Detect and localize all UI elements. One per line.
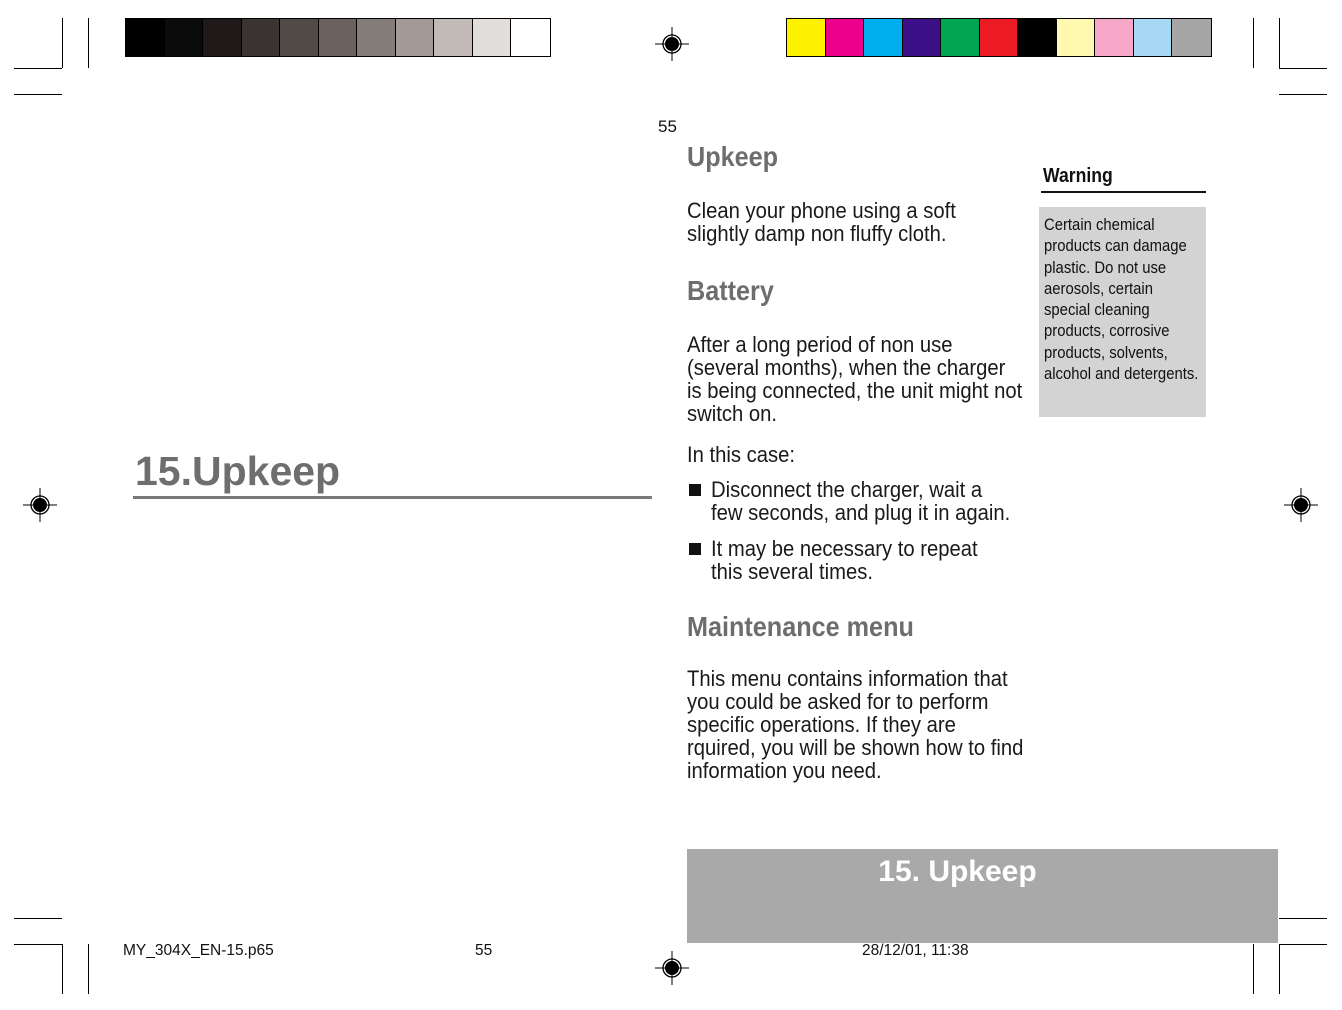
main-column (687, 0, 1032, 820)
slug-page-number: 55 (475, 942, 493, 959)
maintenance-text: This menu contains information that you could be asked for to perform specific operations. If they are rquired, you will be shown how to find information you need. (687, 666, 1024, 783)
color-swatch (1095, 19, 1134, 56)
color-swatch (434, 19, 473, 56)
section-heading-battery: Battery (687, 275, 774, 306)
list-item-text: Disconnect the charger, wait a few seconds, and plug it in again. (711, 477, 1011, 525)
warning-underline (1041, 191, 1206, 193)
crop-mark (1279, 944, 1280, 994)
bullet-square-icon (689, 484, 701, 496)
color-swatch (280, 19, 319, 56)
section-heading-upkeep: Upkeep (687, 141, 779, 172)
color-swatch (511, 19, 550, 56)
chapter-title-underline (133, 496, 652, 499)
color-swatch (1057, 19, 1096, 56)
color-swatch (396, 19, 435, 56)
crop-mark (1253, 944, 1254, 994)
registration-mark-icon (655, 951, 689, 985)
color-swatch (473, 19, 512, 56)
color-swatch (1134, 19, 1173, 56)
section-heading-maintenance: Maintenance menu (687, 611, 914, 642)
list-item-text: It may be necessary to repeat this several times. (711, 536, 978, 584)
page-number: 55 (658, 117, 677, 136)
chapter-title: 15.Upkeep (135, 448, 341, 494)
color-swatch (242, 19, 281, 56)
battery-text: After a long period of non use (several months), when the charger is being connected, the unit might not switch on. (687, 332, 1023, 426)
crop-mark (14, 944, 62, 945)
crop-mark (14, 94, 62, 95)
bullet-square-icon (689, 543, 701, 555)
crop-mark (62, 18, 63, 68)
crop-mark (1279, 944, 1327, 945)
crop-mark (14, 918, 62, 919)
crop-mark (88, 944, 89, 994)
warning-text: Certain chemical products can damage plastic. Do not use aerosols, certain special cleaning products, corrosive products, solvents, alcohol and detergents. (1044, 216, 1199, 384)
grayscale-color-bar (125, 18, 551, 57)
crop-mark (1279, 94, 1327, 95)
color-swatch (165, 19, 204, 56)
footer-chapter-title: 15. Upkeep (878, 855, 1037, 888)
color-swatch (357, 19, 396, 56)
registration-mark-icon (655, 27, 689, 61)
crop-mark (1279, 918, 1327, 919)
crop-mark (1253, 18, 1254, 68)
crop-mark (88, 18, 89, 68)
slug-filename: MY_304X_EN-15.p65 (123, 942, 274, 959)
battery-lead: In this case: (687, 442, 795, 467)
crop-mark (1279, 68, 1327, 69)
registration-mark-icon (1284, 488, 1318, 522)
crop-mark (62, 944, 63, 994)
upkeep-text: Clean your phone using a soft slightly damp non fluffy cloth. (687, 198, 956, 246)
slug-datetime: 28/12/01, 11:38 (862, 942, 969, 959)
warning-title: Warning (1043, 165, 1113, 187)
crop-mark (14, 68, 62, 69)
registration-mark-icon (23, 488, 57, 522)
color-swatch (203, 19, 242, 56)
crop-mark (1279, 18, 1280, 68)
color-swatch (126, 19, 165, 56)
color-swatch (319, 19, 358, 56)
color-swatch (1172, 19, 1211, 56)
